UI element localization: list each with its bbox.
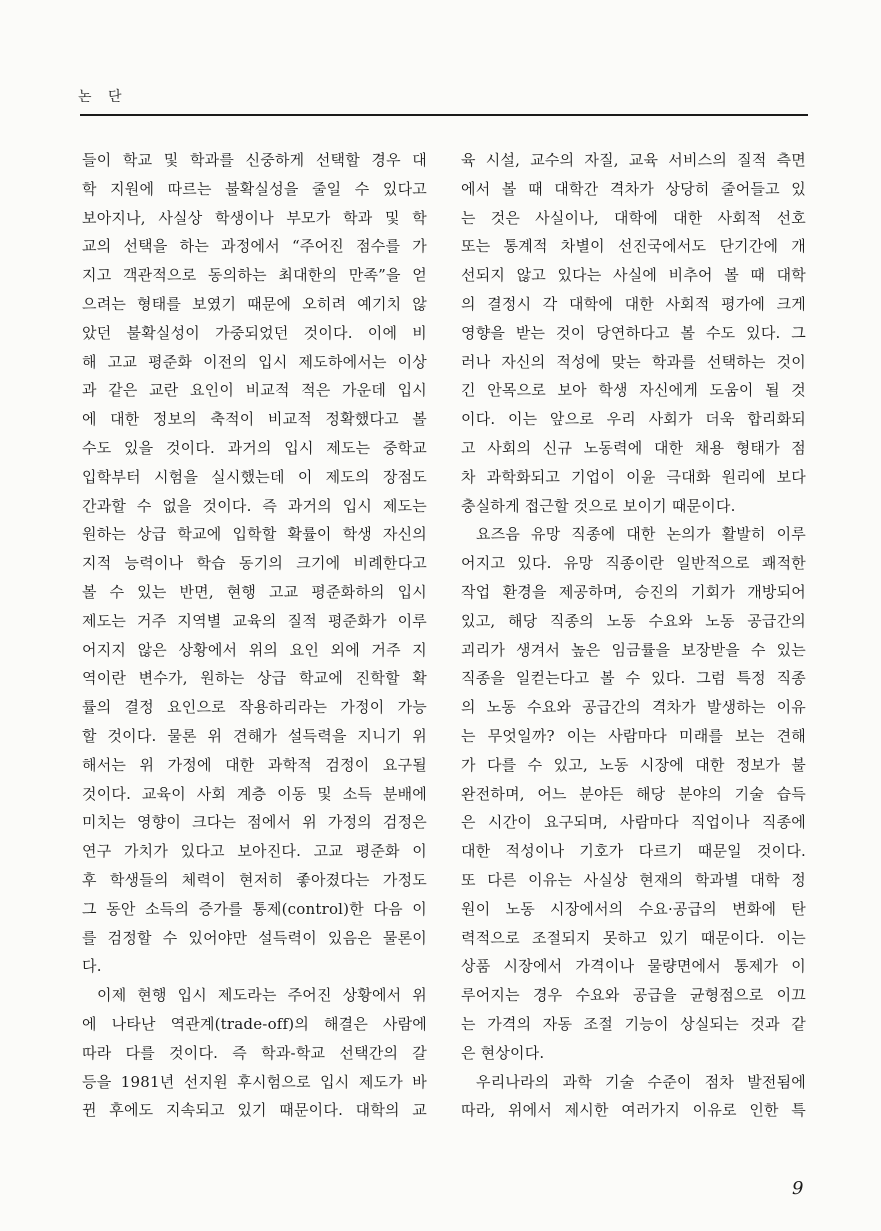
text-line: 간과할 수 없을 것이다. 즉 과거의 입시 제도는 bbox=[82, 496, 427, 515]
text-line: 는 무엇일까? 이는 사람마다 미래를 보는 견해 bbox=[461, 726, 806, 745]
text-line: 해서는 위 가정에 대한 과학적 검정이 요구될 bbox=[82, 755, 427, 774]
text-line: 볼 수 있는 반면, 현행 고교 평준화하의 입시 bbox=[82, 582, 427, 601]
text-line: 학 지원에 따르는 불확실성을 줄일 수 있다고 bbox=[82, 179, 427, 198]
text-line: 완전하며, 어느 분야든 해당 분야의 기술 습득 bbox=[461, 784, 806, 803]
text-line: 를 검정할 수 있어야만 설득력이 있음은 물론이 bbox=[82, 928, 427, 947]
header-rule bbox=[80, 114, 808, 116]
text-line: 가 다를 수 있고, 노동 시장에 대한 정보가 불 bbox=[461, 755, 806, 774]
text-line: 있고, 해당 직종의 노동 수요와 노동 공급간의 bbox=[461, 611, 806, 630]
text-line: 률의 결정 요인으로 작용하리라는 가정이 가능 bbox=[82, 698, 427, 717]
text-line: 할 것이다. 물론 위 견해가 설득력을 지니기 위 bbox=[82, 726, 427, 745]
text-line: 육 시설, 교수의 자질, 교육 서비스의 질적 측면 bbox=[461, 151, 806, 169]
text-line: 충실하게 접근할 것으로 보이기 때문이다. bbox=[461, 496, 736, 515]
text-line: 보아지나, 사실상 학생이나 부모가 학과 및 학 bbox=[82, 208, 427, 227]
text-line: 루어지는 경우 수요와 공급을 균형점으로 이끄 bbox=[461, 986, 806, 1005]
text-line: 는 가격의 자동 조절 기능이 상실되는 것과 같 bbox=[461, 1014, 806, 1033]
text-line: 역이란 변수가, 원하는 상급 학교에 진학할 확 bbox=[82, 669, 427, 688]
text-line: 또는 통계적 차별이 선진국에서도 단기간에 개 bbox=[461, 237, 806, 256]
text-line: 작업 환경을 제공하며, 승진의 기회가 개방되어 bbox=[461, 582, 806, 601]
page-number: 9 bbox=[792, 1178, 804, 1199]
text-line: 에 나타난 역관계(trade-off)의 해결은 사람에 bbox=[82, 1014, 427, 1033]
text-line: 수도 있을 것이다. 과거의 입시 제도는 중학교 bbox=[82, 438, 427, 457]
text-line: 원하는 상급 학교에 입학할 확률이 학생 자신의 bbox=[82, 525, 427, 544]
text-line: 이제 현행 입시 제도라는 주어진 상황에서 위 bbox=[97, 986, 427, 1005]
text-line: 우리나라의 과학 기술 수준이 점차 발전됨에 bbox=[476, 1072, 806, 1091]
text-line: 긴 안목으로 보아 학생 자신에게 도움이 될 것 bbox=[461, 381, 806, 400]
text-line: 차 과학화되고 기업이 이윤 극대화 원리에 보다 bbox=[461, 467, 806, 486]
right-column bbox=[461, 146, 806, 1125]
text-line: 원이 노동 시장에서의 수요·공급의 변화에 탄 bbox=[461, 899, 806, 918]
text-line: 또 다른 이유는 사실상 현재의 학과별 대학 정 bbox=[461, 870, 806, 889]
text-line: 에서 볼 때 대학간 격차가 상당히 줄어들고 있 bbox=[461, 179, 806, 198]
text-line: 어지지 않은 상황에서 위의 요인 외에 거주 지 bbox=[82, 640, 427, 659]
text-line: 상품 시장에서 가격이나 물량면에서 통제가 이 bbox=[461, 957, 806, 976]
text-line: 으려는 형태를 보였기 때문에 오히려 예기치 않 bbox=[82, 294, 427, 313]
text-line: 해 고교 평준화 이전의 입시 제도하에서는 이상 bbox=[82, 352, 427, 371]
text-line: 과 같은 교란 요인이 비교적 적은 가운데 입시 bbox=[82, 381, 427, 400]
text-line: 은 현상이다. bbox=[461, 1043, 545, 1062]
text-line: 다. bbox=[82, 957, 102, 976]
text-line: 지고 객관적으로 동의하는 최대한의 만족”을 얻 bbox=[82, 266, 427, 285]
text-line: 따라, 위에서 제시한 여러가지 이유로 인한 특 bbox=[461, 1101, 806, 1120]
section-header: 논 단 bbox=[78, 89, 128, 105]
text-line: 의 결정시 각 대학에 대한 사회적 평가에 크게 bbox=[461, 294, 806, 313]
text-line: 았던 불확실성이 가중되었던 것이다. 이에 비 bbox=[82, 323, 427, 342]
text-line: 미치는 영향이 크다는 점에서 위 가정의 검정은 bbox=[82, 813, 427, 832]
text-line: 그 동안 소득의 증가를 통제(control)한 다음 이 bbox=[82, 899, 427, 918]
text-line: 직종을 일컫는다고 볼 수 있다. 그럼 특정 직종 bbox=[461, 669, 806, 688]
text-line: 교의 선택을 하는 과정에서 “주어진 점수를 가 bbox=[82, 237, 427, 256]
text-line: 의 노동 수요와 공급간의 격차가 발생하는 이유 bbox=[461, 698, 806, 717]
text-line: 후 학생들의 체력이 현저히 좋아졌다는 가정도 bbox=[82, 870, 427, 889]
text-line: 뀐 후에도 지속되고 있기 때문이다. 대학의 교 bbox=[82, 1101, 427, 1120]
text-line: 제도는 거주 지역별 교육의 질적 평준화가 이루 bbox=[82, 611, 427, 630]
text-line: 등을 1981년 선지원 후시험으로 입시 제도가 바 bbox=[82, 1072, 427, 1091]
text-line: 괴리가 생겨서 높은 임금률을 보장받을 수 있는 bbox=[461, 640, 806, 659]
text-line: 고 사회의 신규 노동력에 대한 채용 형태가 점 bbox=[461, 438, 806, 457]
text-line: 연구 가치가 있다고 보아진다. 고교 평준화 이 bbox=[82, 842, 427, 861]
text-line: 선되지 않고 있다는 사실에 비추어 볼 때 대학 bbox=[461, 266, 806, 285]
text-line: 어지고 있다. 유망 직종이란 일반적으로 쾌적한 bbox=[461, 554, 806, 573]
text-line: 요즈음 유망 직종에 대한 논의가 활발히 이루 bbox=[476, 525, 806, 544]
text-line: 들이 학교 및 학과를 신중하게 선택할 경우 대 bbox=[82, 151, 427, 169]
text-line: 것이다. 교육이 사회 계층 이동 및 소득 분배에 bbox=[82, 784, 427, 803]
text-line: 영향을 받는 것이 당연하다고 볼 수도 있다. 그 bbox=[461, 323, 806, 342]
text-line: 은 시간이 요구되며, 사람마다 직업이나 직종에 bbox=[461, 813, 806, 832]
left-column bbox=[82, 146, 427, 1125]
text-line: 따라 다를 것이다. 즉 학과-학교 선택간의 갈 bbox=[82, 1043, 427, 1062]
text-line: 력적으로 조절되지 못하고 있기 때문이다. 이는 bbox=[461, 928, 806, 947]
text-line: 이다. 이는 앞으로 우리 사회가 더욱 합리화되 bbox=[461, 410, 806, 429]
text-line: 지적 능력이나 학습 동기의 크기에 비례한다고 bbox=[82, 554, 427, 573]
text-line: 러나 자신의 적성에 맞는 학과를 선택하는 것이 bbox=[461, 352, 806, 371]
text-line: 입학부터 시험을 실시했는데 이 제도의 장점도 bbox=[82, 467, 427, 486]
text-line: 대한 적성이나 기호가 다르기 때문일 것이다. bbox=[461, 842, 806, 861]
text-line: 에 대한 정보의 축적이 비교적 정확했다고 볼 bbox=[82, 410, 427, 429]
text-line: 는 것은 사실이나, 대학에 대한 사회적 선호 bbox=[461, 208, 806, 227]
